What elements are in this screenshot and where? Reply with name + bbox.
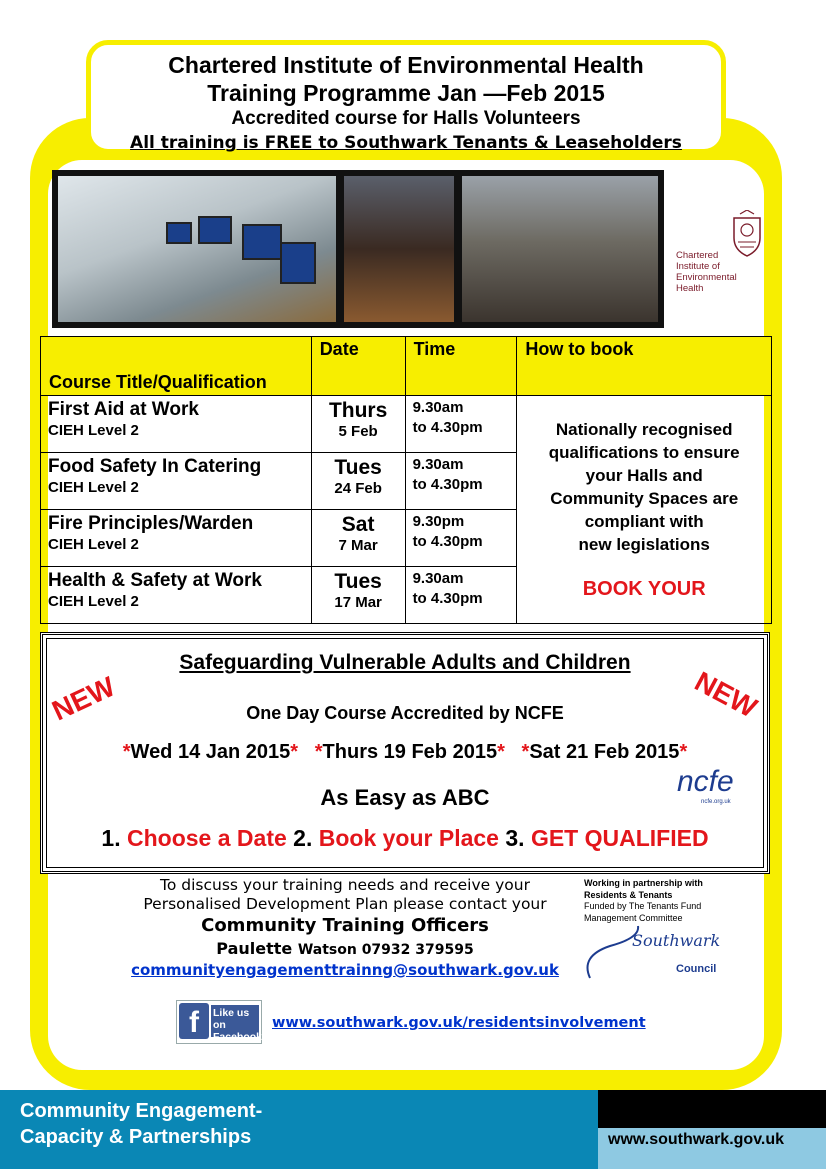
time-start: 9.30pm	[412, 513, 465, 530]
date-option: Thurs 19 Feb 2015	[322, 741, 498, 763]
course-cell	[41, 453, 312, 510]
header-how-to-book: How to book	[517, 337, 772, 396]
monitor-image	[280, 242, 316, 284]
photo-strip	[52, 170, 664, 328]
cieh-line: Health	[676, 283, 704, 294]
officer-name: Paulette	[216, 939, 293, 958]
contact-line-1: To discuss your training needs and receive your	[160, 876, 530, 894]
facebook-icon: f	[179, 1003, 209, 1039]
course-date: 17 Mar	[334, 594, 382, 611]
footer-black-block	[598, 1090, 826, 1128]
course-table	[40, 336, 772, 624]
time-end: to 4.30pm	[412, 476, 483, 493]
date-cell	[311, 453, 405, 510]
step-number: 1.	[101, 825, 121, 851]
facebook-badge[interactable]	[176, 1000, 262, 1044]
time-cell	[405, 453, 517, 510]
date-option: Sat 21 Feb 2015	[529, 741, 680, 763]
course-title: First Aid at Work	[48, 399, 199, 420]
time-end: to 4.30pm	[412, 533, 483, 550]
course-cell	[41, 567, 312, 624]
asterisk: *	[290, 741, 299, 763]
time-cell	[405, 510, 517, 567]
ncfe-logo-text: ncfe	[677, 765, 734, 798]
how-line: Nationally recognised	[555, 420, 733, 439]
easy-as-abc: As Easy as ABC	[320, 785, 490, 810]
date-cell	[311, 396, 405, 453]
officers-heading: Community Training Officers	[201, 915, 489, 936]
time-start: 9.30am	[412, 399, 464, 416]
monitor-image	[198, 216, 232, 244]
partner-line: Working in partnership with	[584, 878, 703, 888]
book-your-cta: BOOK YOUR	[582, 578, 706, 600]
facebook-label	[211, 1005, 263, 1043]
ncfe-logo	[671, 763, 761, 811]
time-end: to 4.30pm	[412, 590, 483, 607]
how-line: Community Spaces are	[550, 489, 739, 508]
cieh-line: Chartered	[676, 250, 719, 261]
asterisk: *	[314, 741, 323, 763]
how-line: new legislations	[578, 535, 710, 554]
date-option: Wed 14 Jan 2015	[130, 741, 291, 763]
cieh-line: Institute of	[676, 261, 720, 272]
date-cell	[311, 567, 405, 624]
header-time: Time	[405, 337, 517, 396]
partner-line: Funded by The Tenants Fund	[584, 901, 702, 911]
asterisk: *	[521, 741, 530, 763]
asterisk: *	[122, 741, 131, 763]
course-cell	[41, 510, 312, 567]
course-level: CIEH Level 2	[48, 536, 139, 553]
facebook-label-line: Facebook	[213, 1031, 263, 1043]
header-box	[86, 40, 726, 154]
asterisk: *	[679, 741, 688, 763]
email-link[interactable]: communityengagementtrainng@southwark.gov.uk	[131, 961, 559, 979]
time-cell	[405, 396, 517, 453]
officer-contact	[110, 938, 580, 961]
how-line: qualifications to ensure	[548, 443, 740, 462]
course-title: Food Safety In Catering	[48, 456, 262, 477]
how-line: your Halls and	[585, 466, 703, 485]
classroom-photo	[462, 176, 658, 322]
new-badge-left: NEW	[47, 670, 120, 727]
step-text: GET QUALIFIED	[530, 825, 709, 851]
footer-line-1: Community Engagement-	[20, 1100, 263, 1122]
ncfe-url: ncfe.org.uk	[701, 799, 731, 805]
time-cell	[405, 567, 517, 624]
contact-section	[110, 876, 580, 979]
asterisk: *	[497, 741, 505, 763]
time-start: 9.30am	[412, 570, 464, 587]
header-free-note: All training is FREE to Southwark Tenants & Leaseholders	[130, 133, 682, 153]
how-to-book-cell	[517, 396, 772, 624]
safeguarding-box	[40, 632, 770, 874]
course-day: Sat	[341, 513, 375, 536]
header-date: Date	[311, 337, 405, 396]
footer-right	[598, 1128, 826, 1169]
course-title: Health & Safety at Work	[48, 570, 262, 591]
course-level: CIEH Level 2	[48, 479, 139, 496]
course-day: Tues	[334, 456, 382, 479]
steps	[43, 825, 767, 852]
cieh-line: Environmental	[676, 272, 737, 283]
header-course-title: Course Title/Qualification	[41, 337, 312, 396]
table-header-row	[41, 337, 772, 396]
how-to-book-text	[517, 418, 771, 556]
course-date: 5 Feb	[338, 423, 378, 440]
header-programme: Training Programme Jan —Feb 2015	[207, 80, 605, 106]
step-number: 2.	[293, 825, 313, 851]
officer-phone: Watson 07932 379595	[297, 942, 474, 958]
step-text: Book your Place	[318, 825, 499, 851]
step-text: Choose a Date	[127, 825, 287, 851]
contact-line-2: Personalised Development Plan please contact your	[143, 895, 547, 913]
footer-left	[0, 1090, 598, 1169]
header-accredited: Accredited course for Halls Volunteers	[231, 108, 581, 129]
date-cell	[311, 510, 405, 567]
course-level: CIEH Level 2	[48, 422, 139, 439]
course-level: CIEH Level 2	[48, 593, 139, 610]
course-date: 24 Feb	[334, 480, 382, 497]
residents-involvement-link[interactable]: www.southwark.gov.uk/residentsinvolvement	[272, 1015, 646, 1031]
course-date: 7 Mar	[338, 537, 378, 554]
safeguarding-title: Safeguarding Vulnerable Adults and Children	[179, 651, 631, 674]
cieh-logo-text	[676, 250, 737, 294]
facebook-label-line: Like us on	[213, 1007, 250, 1031]
southwark-word: Southwark	[632, 931, 721, 950]
course-cell	[41, 396, 312, 453]
new-badge-right: NEW	[689, 665, 763, 724]
course-day: Thurs	[328, 399, 388, 422]
southwark-council-logo	[580, 916, 728, 986]
monitor-image	[166, 222, 192, 244]
monitor-image	[242, 224, 282, 260]
table-row	[41, 396, 772, 453]
training-photo	[344, 176, 454, 322]
safeguarding-dates	[43, 741, 767, 764]
computer-room-photo	[58, 176, 336, 322]
council-word: Council	[676, 963, 717, 975]
step-number: 3.	[505, 825, 525, 851]
cieh-logo	[676, 210, 776, 300]
partner-line: Residents & Tenants	[584, 889, 673, 900]
partner-line: Management Committee	[584, 912, 683, 923]
footer-line-2: Capacity & Partnerships	[20, 1126, 252, 1148]
header-title: Chartered Institute of Environmental Health	[168, 52, 644, 78]
course-title: Fire Principles/Warden	[48, 513, 254, 534]
time-start: 9.30am	[412, 456, 464, 473]
safeguarding-subtitle: One Day Course Accredited by NCFE	[246, 703, 564, 723]
how-line: compliant with	[584, 512, 704, 531]
footer-website[interactable]: www.southwark.gov.uk	[608, 1131, 785, 1148]
course-day: Tues	[334, 570, 382, 593]
time-end: to 4.30pm	[412, 419, 483, 436]
